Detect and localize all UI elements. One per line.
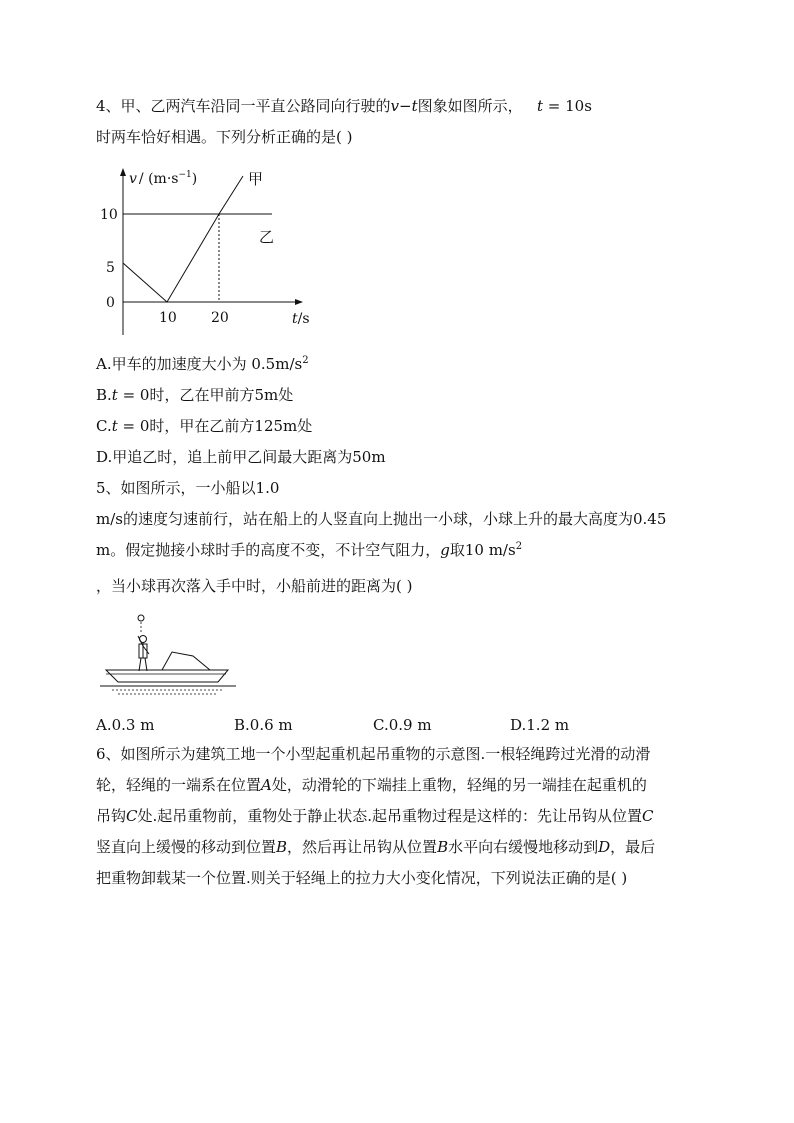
q6-stem-line2 (96, 775, 647, 795)
q6-text: 轮，轻绳的一端系在位置 (96, 776, 262, 794)
q6-text: 处，动滑轮的下端挂上重物，轻绳的另一端挂在起重机的 (271, 776, 647, 794)
q5-stem-sup: 2 (515, 541, 523, 552)
q5-stem-text-b: 取10 m/s (449, 541, 516, 559)
q6-var-a: A (261, 776, 272, 794)
q4-stem-text: 4、甲、乙两汽车沿同一平直公路同向行驶的 (96, 97, 391, 115)
boat-hull (106, 670, 228, 682)
q6-text: ，然后再让吊钩从位置 (287, 838, 438, 856)
q5-stem-line2: m/s的速度匀速前行，站在船上的人竖直向上抛出一小球，小球上升的最大高度为0.45 (96, 510, 667, 528)
q5-option-a: A.0.3 m (96, 716, 155, 734)
q4-option-b-t: t (111, 386, 118, 404)
q5-stem-line3 (96, 540, 522, 560)
q4-option-c-pre: C. (96, 417, 112, 435)
q4-option-b (96, 385, 293, 405)
q4-option-b-pre: B. (96, 386, 112, 404)
ball-icon (138, 615, 144, 621)
q6-var-d: D (598, 838, 611, 856)
x-axis-label: t/s (292, 311, 310, 327)
q4-stem-teq: = 10s (543, 97, 592, 115)
q6-stem-line5: 把重物卸载某一个位置.则关于轻绳上的拉力大小变化情况，下列说法正确的是( ) (96, 869, 628, 887)
q4-option-a (96, 354, 309, 374)
q6-var-c: C (126, 807, 138, 825)
boat-illustration (100, 612, 240, 702)
q4-stem-tvar: t (536, 97, 543, 115)
q5-options (96, 715, 716, 735)
y-tick-label: 0 (106, 295, 115, 311)
q4-stem-t: t (411, 97, 418, 115)
boat-cabin (162, 652, 210, 670)
q5-option-d: D.1.2 m (510, 716, 570, 734)
q6-text: 水平向右缓慢地移动到 (448, 838, 599, 856)
q6-text: 吊钩 (96, 807, 127, 825)
q5-stem-text-a: m。假定抛接小球时手的高度不变，不计空气阻力， (96, 541, 441, 559)
q4-option-a-text: A.甲车的加速度大小为 0.5m/s (96, 355, 303, 373)
series-jia-line (123, 176, 243, 302)
q6-var-b: B (437, 838, 449, 856)
q6-stem-line1: 6、如图所示为建筑工地一个小型起重机起吊重物的示意图.一根轻绳跨过光滑的动滑 (96, 745, 651, 763)
y-axis-arrow (120, 168, 126, 176)
x-axis-arrow (295, 299, 303, 305)
q5-option-c: C.0.9 m (373, 716, 432, 734)
q5-stem-g: g (440, 541, 450, 559)
vt-graph (96, 160, 316, 340)
q6-text: 竖直向上缓慢的移动到位置 (96, 838, 277, 856)
q4-option-c-text: = 0时，甲在乙前方125m处 (117, 417, 313, 435)
q4-option-a-sup: 2 (302, 355, 309, 366)
q6-var-b: B (276, 838, 288, 856)
person-icon (138, 636, 149, 672)
y-tick-label: 10 (100, 207, 118, 223)
x-tick-label: 10 (159, 310, 177, 326)
q6-stem-line4 (96, 837, 655, 857)
q4-stem-text-b: 图象如图所示， (417, 97, 523, 115)
q4-option-c (96, 416, 312, 436)
q6-stem-line3 (96, 806, 654, 826)
q4-stem-v: v (390, 97, 400, 115)
label-jia: 甲 (248, 170, 264, 188)
q5-stem-line4: ，当小球再次落入手中时，小船前进的距离为( ) (96, 577, 413, 595)
q6-text: ，最后 (610, 838, 656, 856)
q6-text: 处.起吊重物前，重物处于静止状态.起吊重物过程是这样的：先让吊钩从位置 (137, 807, 643, 825)
q4-stem-line2: 时两车恰好相遇。下列分析正确的是( ) (96, 128, 353, 146)
y-axis-label: $v / (m\cdot s^{-1})$ (129, 170, 198, 187)
label-yi: 乙 (259, 228, 275, 246)
q4-stem-dash: − (399, 97, 412, 115)
q4-option-d: D.甲追乙时，追上前甲乙间最大距离为50m (96, 448, 386, 466)
q5-stem-line1: 5、如图所示，一小船以1.0 (96, 479, 280, 497)
x-tick-label: 20 (211, 310, 229, 326)
q4-option-c-t: t (111, 417, 118, 435)
q5-option-b: B.0.6 m (234, 716, 293, 734)
q4-option-b-text: = 0时，乙在甲前方5m处 (117, 386, 294, 404)
q6-var-c: C (642, 807, 654, 825)
q4-stem-line1 (96, 96, 592, 116)
y-tick-label: 5 (106, 260, 115, 276)
